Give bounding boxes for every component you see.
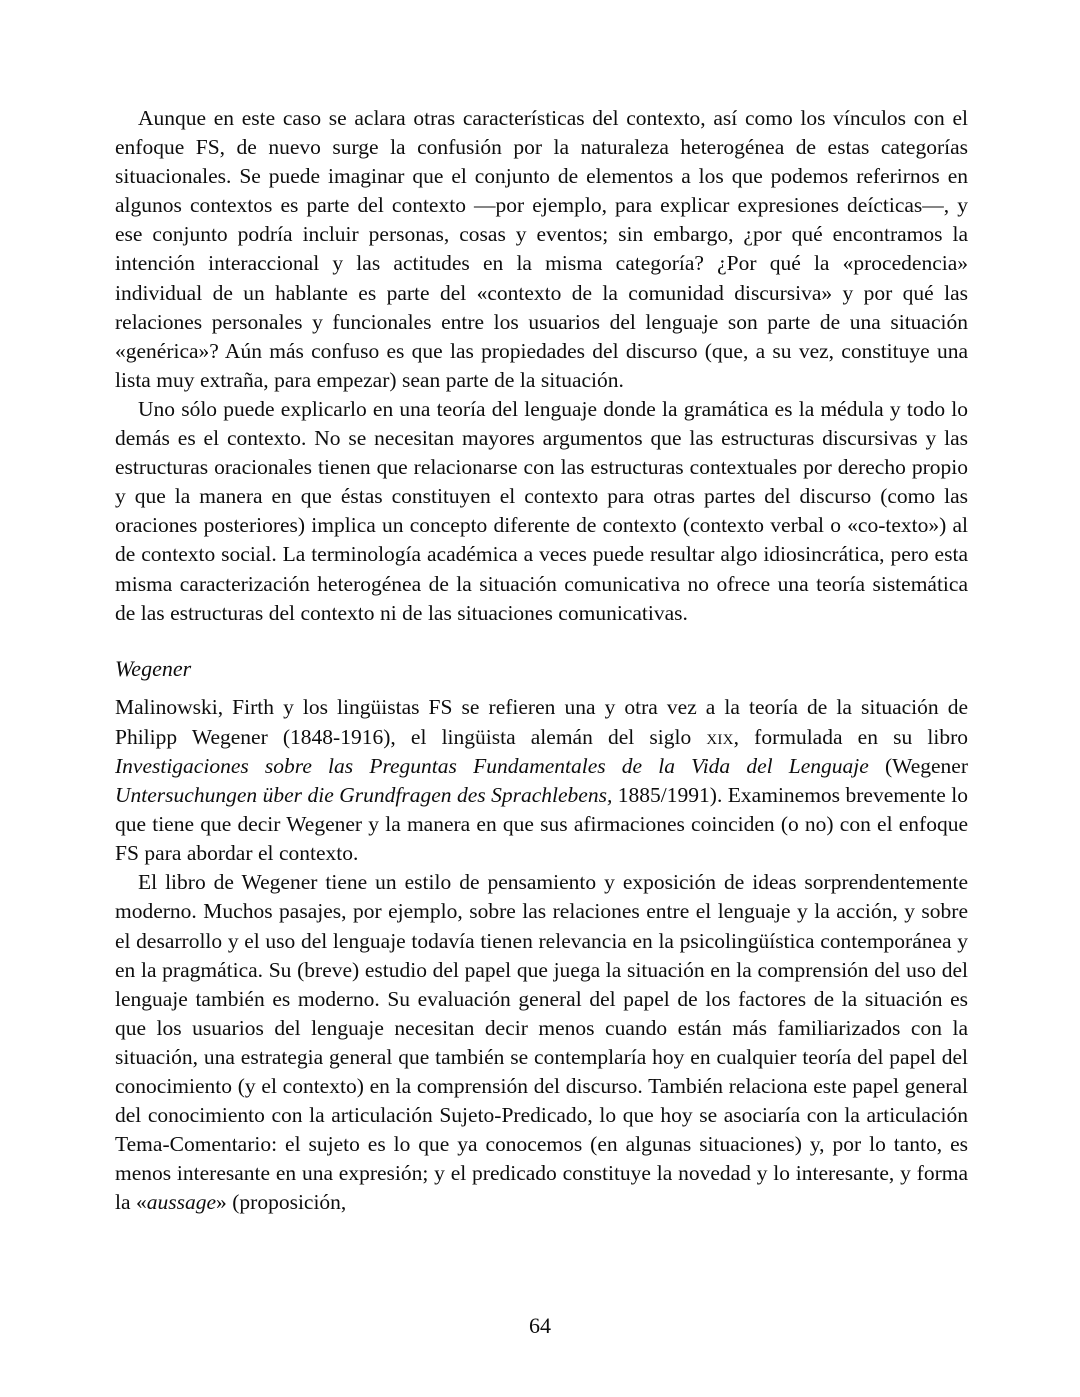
page-number: 64	[529, 1313, 551, 1338]
paragraph-1	[115, 104, 968, 395]
paragraph-3-text-part-1: Malinowski, Firth y los lingüistas FS se refieren una y otra vez a la teoría de la situación de Philipp Wegener (1848-1916), el lingüista alemán del siglo	[115, 694, 968, 749]
paragraph-3-text-part-4: 1885/1991). Examinemos brevemente lo que tiene que decir Wegener y la manera en que sus afirmaciones coinciden (o no) con el enfoque FS para abordar el contexto.	[115, 783, 968, 866]
paragraph-4-text-part-1: El libro de Wegener tiene un estilo de pensamiento y exposición de ideas sorprendentemente moderno. Muchos pasajes, por ejemplo, sobre las relaciones entre el lenguaje y la acción, y sobre el desarrollo y el uso del lenguaje todavía tienen relevancia en la psicolingüística contemporánea y en la pragmática. Su (breve) estudio del papel que juega la situación en la comprensión del uso del lenguaje también es moderno. Su evaluación general del papel de los factores de la situación es que los usuarios del lenguaje necesitan decir menos cuando están más familiarizados con la situación, una estrategia general que también se contemplaría hoy en cualquier teoría del papel del conocimiento (y el contexto) en la comprensión del discurso. También relaciona este papel general del conocimiento con la articulación Sujeto-Predicado, lo que hoy se asociaría con la articulación Tema-Comentario: el sujeto es lo que ya conocemos (en algunas situaciones) y, por lo tanto, es menos interesante en una expresión; y el predicado constituye la novedad y lo interesante, y forma la «	[115, 870, 968, 1215]
paragraph-3-text-part-2: , formulada en su libro	[733, 724, 968, 749]
heading-bottom-spacer	[115, 683, 968, 693]
term-aussage: aussage	[146, 1190, 217, 1215]
text-column	[115, 104, 968, 1217]
century-roman-numeral: xix	[706, 723, 734, 749]
book-title-spanish: Investigaciones sobre las Preguntas Fundamentales de la Vida del Lenguaje	[115, 753, 869, 778]
paragraph-4	[115, 868, 968, 1217]
heading-top-spacer	[115, 628, 968, 654]
section-heading-wegener: Wegener	[115, 655, 192, 681]
paragraph-3	[115, 693, 968, 869]
paragraph-2	[115, 395, 968, 628]
paragraph-2-text: Uno sólo puede explicarlo en una teoría del lenguaje donde la gramática es la médula y todo lo demás es el contexto. No se necesitan mayores argumentos que las estructuras discursivas y las estructuras oracionales tienen que relacionarse con las estructuras contextuales por derecho propio y que la manera en que éstas constituyen el contexto para otras partes del discurso (como las oraciones posteriores) implica un concepto diferente de contexto (contexto verbal o «co-texto») al de contexto social. La terminología académica a veces puede resultar algo idiosincrática, pero esta misma caracterización heterogénea de la situación comunicativa no ofrece una teoría sistemática de las estructuras del contexto ni de las situaciones comunicativas.	[115, 396, 968, 625]
paragraph-4-text-part-2: » (proposición,	[216, 1190, 347, 1215]
paragraph-1-text: Aunque en este caso se aclara otras características del contexto, así como los vínculos con el enfoque FS, de nuevo surge la confusión por la naturaleza heterogénea de estas categorías situacionales. Se puede imaginar que el conjunto de elementos a los que podemos referirnos en algunos contextos es parte del contexto —por ejemplo, para explicar expresiones deícticas—, y ese conjunto podría incluir personas, cosas y eventos; sin embargo, ¿por qué encontramos la intención interaccional y las actitudes en la misma categoría? ¿Por qué la «procedencia» individual de un hablante es parte del «contexto de la comunidad discursiva» y por qué las relaciones personales y funcionales entre los usuarios del lenguaje son parte de una situación «genérica»? Aún más confuso es que las propiedades del discurso (que, a su vez, constituye una lista muy extraña, para empezar) sean parte de la situación.	[115, 106, 968, 392]
paragraph-3-text-part-3: (Wegener	[868, 753, 968, 778]
book-title-german: Untersuchungen über die Grundfragen des Sprachlebens,	[115, 783, 613, 808]
